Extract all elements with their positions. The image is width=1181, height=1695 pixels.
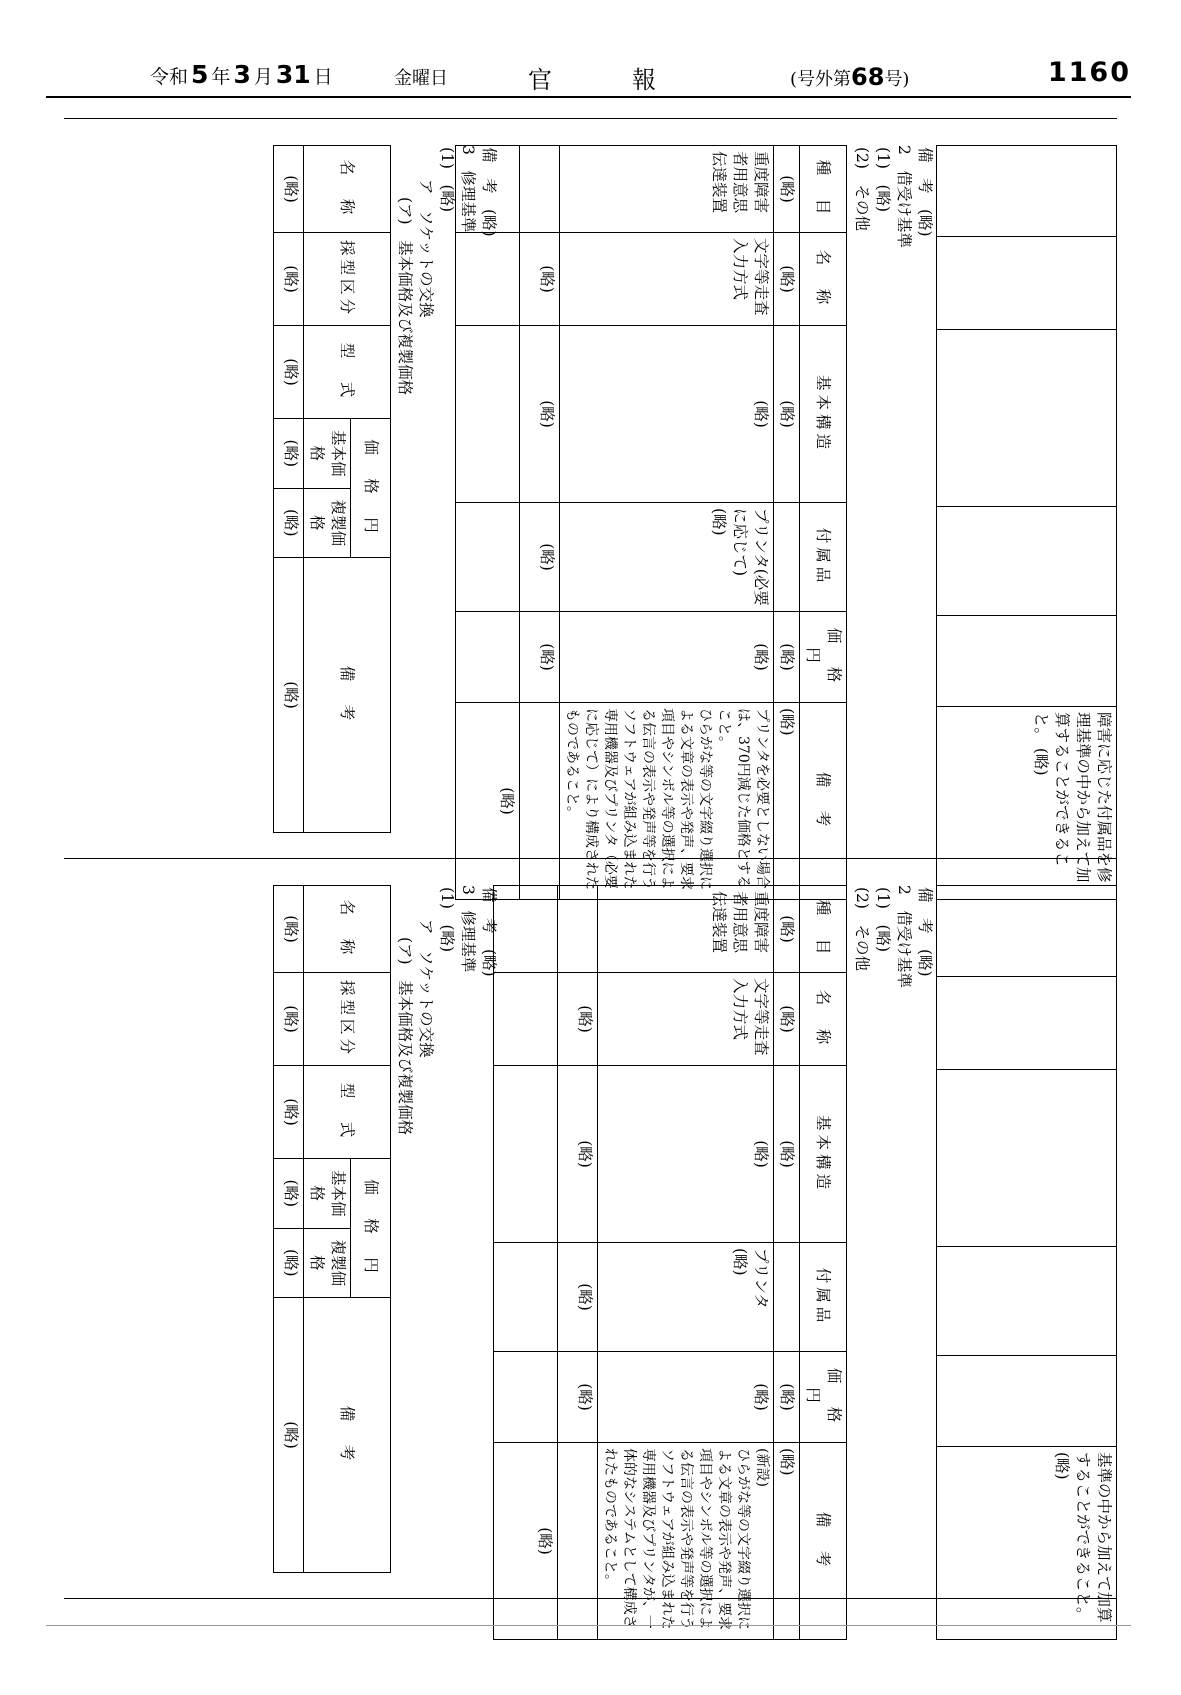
panel-rotated-content	[64, 145, 1117, 890]
rental-standard-table	[493, 885, 847, 1640]
table-row: 重度障害者用意思伝達装置 文字等走査入力方式 (略) プリンタ(必要に応じて) (略) (略) プリンタを必要としない場合は、370円減じた価格とすること。 ひらがな等の文字綴り選択による文章の表示や発声、要求項目やシンボル等の選択による伝言の表示や発声等を行うソフトウェアが組み込まれた専用機器及びプリンタ（必要に応じて）により構成されたものであること。	[560, 146, 774, 900]
section-3-title: 3 修理基準	[459, 885, 477, 973]
panel-original	[64, 885, 1117, 1630]
header-base-price: 基本価格	[304, 1159, 351, 1229]
day-value: 31	[275, 60, 311, 89]
gazette-title-second: 報	[632, 66, 656, 94]
sub-item-a1: (ア) 基本価格及び複製価格	[396, 197, 414, 396]
era-label: 令和	[150, 66, 189, 88]
item-1: (1) (略)	[874, 887, 892, 953]
header-category: 種 目	[800, 886, 847, 973]
issue-prefix: (号外第	[790, 69, 852, 90]
table-row: 重度障害者用意思伝達装置 文字等走査入力方式 (略) プリンタ (略) (略) (新設) ひらがな等の文字綴り選択による文章の表示や発声、要求項目やシンボル等の選択による伝言の表示や発声等を行うソフトウェアが組み込まれた専用機器及びプリンタが、一体的なシステムとして構成されたものであること。	[598, 886, 774, 1640]
remarks-line-2: 備 考 (略)	[480, 887, 498, 977]
device-category: 重度障害者用意思伝達装置	[560, 146, 774, 233]
remarks-line: 備 考 (略)	[916, 147, 934, 237]
item-2: (2) その他	[853, 887, 871, 971]
header-model: 型 式	[304, 326, 391, 419]
header-price: 価 格 円	[351, 419, 391, 558]
header-base-price: 基本価格	[304, 419, 351, 489]
device-name: 文字等走査入力方式	[598, 973, 774, 1066]
header-name: 名 称	[800, 233, 847, 326]
device-name: 文字等走査入力方式	[560, 233, 774, 326]
top-rule	[64, 118, 1117, 119]
remarks-line-2: 備 考 (略)	[480, 147, 498, 237]
year-unit: 年	[211, 66, 231, 88]
section-2-title: 2 借受け基準	[895, 145, 913, 248]
table-row: (略) (略) (略) (略)	[520, 146, 560, 900]
sub-item-a: ア ソケットの交換	[417, 919, 435, 1058]
month-unit: 月	[253, 66, 273, 88]
rental-standard-table	[455, 145, 847, 900]
sub-item-a1: (ア) 基本価格及び複製価格	[396, 937, 414, 1136]
month-value: 3	[233, 60, 251, 89]
header-remarks: 備 考	[304, 1298, 391, 1573]
bottom-rule	[64, 1598, 1117, 1599]
table-row: (略) (略) (略) (略)	[558, 886, 598, 1640]
table-row: (略)	[456, 146, 520, 900]
table-fragment-top	[936, 145, 1117, 900]
header-structure: 基本構造	[800, 1066, 847, 1243]
issue-number-value: 68	[851, 63, 885, 91]
header-name: 名 称	[800, 973, 847, 1066]
header-remarks: 備 考	[800, 1443, 847, 1640]
header-molding-type: 採型区分	[304, 233, 391, 326]
device-accessory: プリンタ(必要に応じて) (略)	[560, 503, 774, 612]
gazette-title-first: 官	[528, 66, 552, 94]
issue-suffix: 号)	[884, 69, 910, 90]
footer-rule	[46, 1625, 1131, 1626]
issue-number	[790, 63, 909, 91]
header-price: 価 格 円	[800, 1352, 847, 1443]
section-2-title: 2 借受け基準	[895, 885, 913, 988]
header-molding-type: 採型区分	[304, 973, 391, 1066]
repair-standard-table	[273, 885, 391, 1573]
device-category: 重度障害者用意思伝達装置	[598, 886, 774, 973]
middle-rule	[64, 858, 1117, 859]
table-row: (略) (略) (略) (略) (略) (略)	[274, 146, 304, 833]
device-remarks: プリンタを必要としない場合は、370円減じた価格とすること。 ひらがな等の文字綴り選択による文章の表示や発声、要求項目やシンボル等の選択による伝言の表示や発声等を行うソフトウェアが組み込まれた専用機器及びプリンタ（必要に応じて）により構成されたものであること。	[560, 703, 774, 900]
header-name: 名 称	[304, 146, 391, 233]
table-row: (略)	[494, 886, 558, 1640]
header-name: 名 称	[304, 886, 391, 973]
header-category: 種 目	[800, 146, 847, 233]
table-row: (略) (略) (略) (略) (略) (略)	[274, 886, 304, 1573]
header-remarks: 備 考	[800, 703, 847, 900]
item-1: (1) (略)	[874, 147, 892, 213]
year-value: 5	[191, 60, 209, 89]
header-remarks: 備 考	[304, 558, 391, 833]
header-copy-price: 複製価格	[304, 1228, 351, 1298]
sub-item-1: (1) (略)	[438, 887, 456, 953]
page-header	[46, 52, 1131, 98]
weekday: 金曜日	[394, 68, 448, 89]
remarks-cell: 基準の中から加えて加算することができること。 (略)	[937, 1447, 1117, 1640]
header-accessories: 付属品	[800, 503, 847, 612]
header-model: 型 式	[304, 1066, 391, 1159]
page-number: 1160	[1047, 57, 1131, 88]
section-3-title: 3 修理基準	[459, 145, 477, 233]
header-copy-price: 複製価格	[304, 488, 351, 558]
panel-amended	[64, 145, 1117, 890]
header-price: 価 格 円	[351, 1159, 391, 1298]
sub-item-1: (1) (略)	[438, 147, 456, 213]
table-row: (略) (略) (略) (略) (略)	[774, 886, 800, 1640]
sub-item-a: ア ソケットの交換	[417, 179, 435, 318]
table-fragment-top	[936, 885, 1117, 1640]
panel-rotated-content	[64, 885, 1117, 1630]
remarks-line: 備 考 (略)	[916, 887, 934, 977]
day-unit: 日	[313, 66, 333, 88]
table-row: (略) (略) (略) (略) (略)	[774, 146, 800, 900]
device-accessory: プリンタ (略)	[598, 1243, 774, 1352]
remarks-cell: 障害に応じた付属品を修理基準の中から加えて加算することができること。 (略)	[937, 707, 1117, 900]
header-accessories: 付属品	[800, 1243, 847, 1352]
item-2: (2) その他	[853, 147, 871, 231]
device-remarks: (新設) ひらがな等の文字綴り選択による文章の表示や発声、要求項目やシンボル等の選択による伝言の表示や発声等を行うソフトウェアが組み込まれた専用機器及びプリンタが、一体的なシステムとして構成されたものであること。	[598, 1443, 774, 1640]
header-structure: 基本構造	[800, 326, 847, 503]
header-price: 価 格 円	[800, 612, 847, 703]
repair-standard-table	[273, 145, 391, 833]
issue-date	[150, 60, 333, 89]
